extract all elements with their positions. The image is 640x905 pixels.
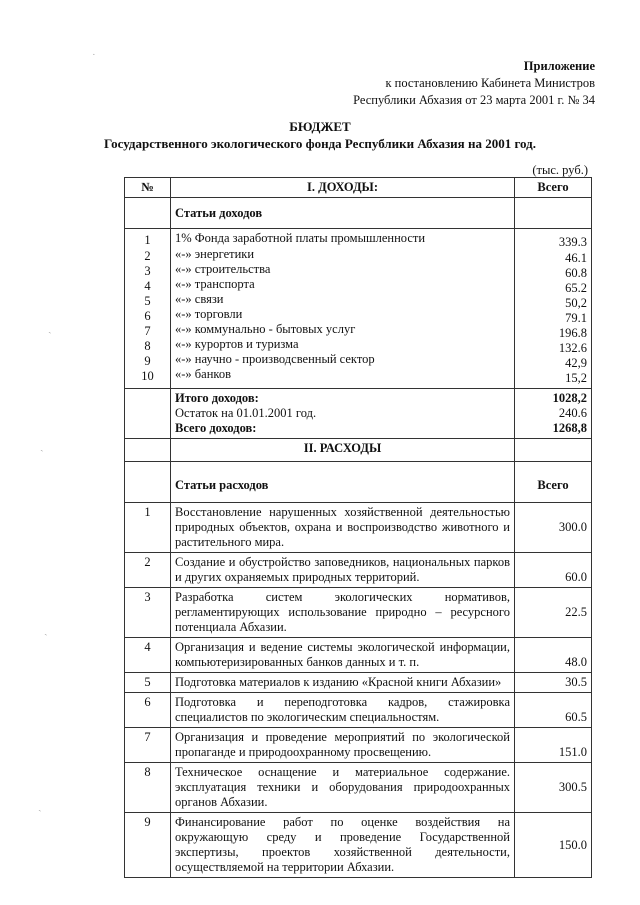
income-value: 65.2 (565, 281, 587, 295)
scan-mark: ˎ (40, 440, 44, 452)
expense-text: Подготовка материалов к изданию «Красной книги Абхазии» (171, 673, 515, 693)
income-number: 7 (144, 324, 151, 338)
expense-text: Организация и ведение системы экологической информации, компьютеризированных банков данных и т. п. (171, 638, 515, 673)
expense-value: 60.0 (515, 553, 592, 588)
col-total-header: Всего (515, 178, 592, 198)
expense-number: 7 (125, 728, 171, 763)
expense-number: 3 (125, 588, 171, 638)
income-label: «-» банков (175, 367, 231, 381)
income-label: «-» торговли (175, 307, 243, 321)
income-number: 9 (144, 354, 151, 368)
income-articles-row (125, 198, 592, 229)
expense-number: 1 (125, 503, 171, 553)
income-label: «-» научно - производсвенный сектор (175, 352, 375, 366)
document-subtitle: Государственного экологического фонда Республики Абхазия на 2001 год. (104, 136, 536, 151)
appendix-title: Приложение (523, 59, 595, 73)
expense-header-row (125, 439, 592, 462)
income-value: 50,2 (565, 296, 587, 310)
scan-mark: ˎ (38, 800, 42, 812)
income-label: «-» строительства (175, 262, 271, 276)
balance-value: 240.6 (558, 406, 587, 420)
income-label: «-» транспорта (175, 277, 255, 291)
expense-value: 22.5 (515, 588, 592, 638)
income-number: 8 (144, 339, 151, 353)
income-articles-label: Статьи доходов (171, 198, 515, 229)
appendix-block (353, 58, 595, 109)
expense-text: Создание и обустройство заповедников, национальных парков и других охраняемых природных территорий. (171, 553, 515, 588)
income-section-header: I. ДОХОДЫ: (171, 178, 515, 198)
expense-row (125, 503, 592, 553)
all-income-value: 1268,8 (552, 421, 587, 435)
units-label: (тыс. руб.) (532, 163, 588, 177)
scan-mark: ˙ (92, 52, 96, 64)
income-label: «-» энергетики (175, 247, 255, 261)
income-number: 10 (141, 369, 154, 383)
income-number: 3 (144, 264, 151, 278)
table-header-row (125, 178, 592, 198)
expense-text: Подготовка и переподготовка кадров, стажировка специалистов по экологическим специальностям. (171, 693, 515, 728)
income-number: 4 (144, 279, 151, 293)
expense-row (125, 673, 592, 693)
appendix-line-2: к постановлению Кабинета Министров (385, 76, 595, 90)
income-value: 60.8 (565, 266, 587, 280)
expense-row (125, 553, 592, 588)
income-label: 1% Фонда заработной платы промышленности (175, 231, 426, 245)
budget-table (124, 177, 592, 878)
income-value: 79.1 (565, 311, 587, 325)
expense-number: 8 (125, 763, 171, 813)
expense-col-total: Всего (515, 462, 592, 503)
expense-articles-label: Статьи расходов (171, 462, 515, 503)
expense-number: 9 (125, 813, 171, 878)
expense-number: 6 (125, 693, 171, 728)
income-value: 196.8 (558, 326, 587, 340)
expense-row (125, 763, 592, 813)
income-labels (171, 229, 515, 389)
income-number: 5 (144, 294, 151, 308)
income-items-row (125, 229, 592, 389)
income-value: 15,2 (565, 371, 587, 385)
income-totals-row (125, 389, 592, 439)
expense-articles-row (125, 462, 592, 503)
income-number: 2 (144, 249, 151, 263)
expense-value: 150.0 (515, 813, 592, 878)
scan-mark: ˎ (48, 322, 52, 334)
expense-value: 151.0 (515, 728, 592, 763)
income-values (515, 229, 592, 389)
expense-value: 300.5 (515, 763, 592, 813)
expense-value: 300.0 (515, 503, 592, 553)
total-income-label: Итого доходов: (175, 391, 259, 405)
expense-text: Техническое оснащение и материальное содержание. эксплуатация техники и оборудования природоохранных органов Абхазии. (171, 763, 515, 813)
expense-number: 5 (125, 673, 171, 693)
expense-text: Финансирование работ по оценке воздействия на окружающую среду и проведение Государственной экспертизы, проектов хозяйственной деятельности, осуществляемой на территории Абхазии. (171, 813, 515, 878)
income-totals-labels (171, 389, 515, 439)
income-numbers (125, 229, 171, 389)
expense-section-header: II. РАСХОДЫ (171, 439, 515, 462)
expense-value: 60.5 (515, 693, 592, 728)
income-value: 46.1 (565, 251, 587, 265)
scan-mark: ˎ (44, 624, 48, 636)
income-number: 1 (144, 233, 151, 247)
income-label: «-» коммунально - бытовых услуг (175, 322, 356, 336)
expense-value: 30.5 (515, 673, 592, 693)
balance-label: Остаток на 01.01.2001 год. (175, 406, 317, 420)
income-label: «-» курортов и туризма (175, 337, 299, 351)
expense-number: 2 (125, 553, 171, 588)
expense-row (125, 588, 592, 638)
income-number: 6 (144, 309, 151, 323)
income-value: 132.6 (558, 341, 587, 355)
expense-row (125, 693, 592, 728)
all-income-label: Всего доходов: (175, 421, 257, 435)
expense-row (125, 638, 592, 673)
expense-row (125, 813, 592, 878)
expense-number: 4 (125, 638, 171, 673)
income-label: «-» связи (175, 292, 224, 306)
income-value: 42,9 (565, 356, 587, 370)
document-title: БЮДЖЕТ (289, 119, 351, 134)
col-number-header: № (125, 178, 171, 198)
income-totals-values (515, 389, 592, 439)
expense-value: 48.0 (515, 638, 592, 673)
expense-text: Разработка систем экологических нормативов, регламентирующих использование природно – ресурсного потенциала Абхазии. (171, 588, 515, 638)
income-value: 339.3 (558, 235, 587, 249)
total-income-value: 1028,2 (552, 391, 587, 405)
expense-text: Восстановление нарушенных хозяйственной деятельностью природных объектов, охрана и воспроизводство животного и растительного мира. (171, 503, 515, 553)
appendix-line-3: Республики Абхазия от 23 марта 2001 г. № 34 (353, 93, 595, 107)
expense-row (125, 728, 592, 763)
expense-text: Организация и проведение мероприятий по экологической пропаганде и природоохранному просвещению. (171, 728, 515, 763)
